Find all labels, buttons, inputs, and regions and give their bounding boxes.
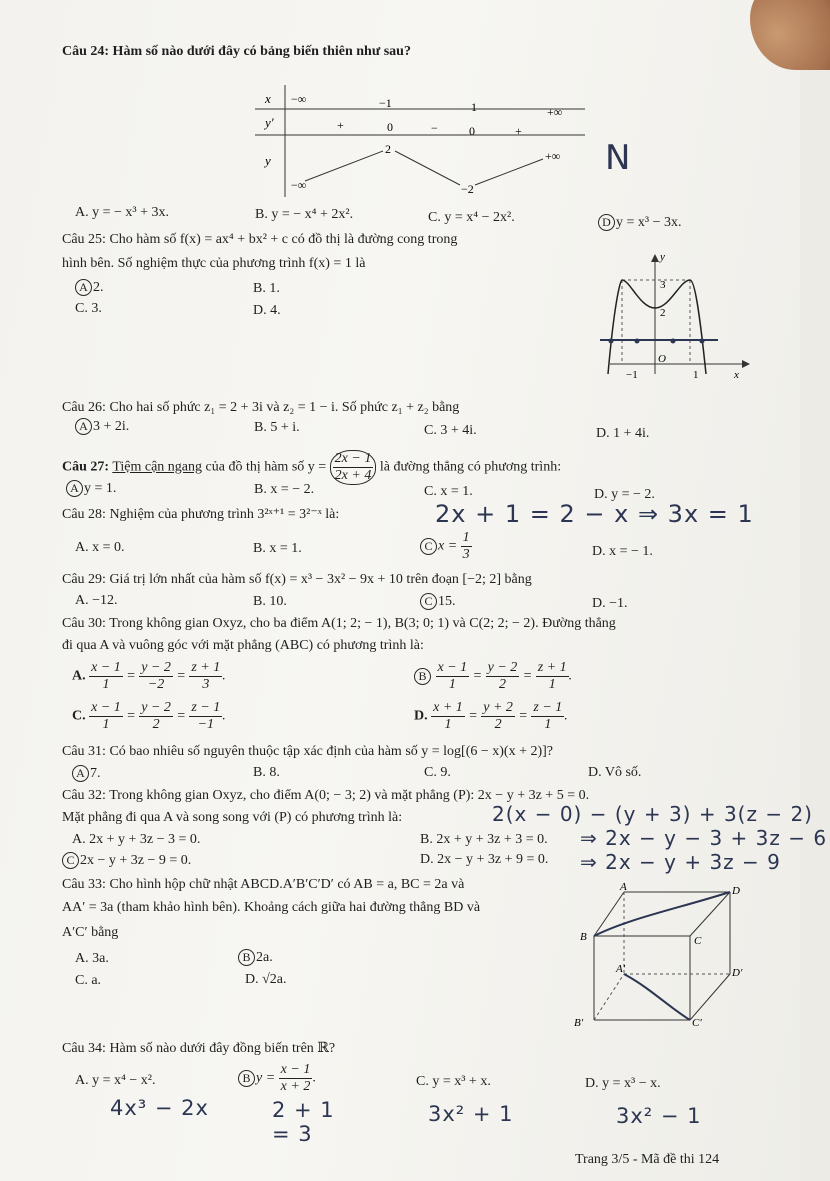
q27-option-a[interactable]: A y = 1. [66, 480, 116, 497]
q28-option-d[interactable]: D. x = − 1. [592, 544, 653, 559]
box-label-c: C [694, 935, 702, 947]
box-label-a1: A′ [616, 963, 626, 975]
q30-answer-circle: B [414, 668, 431, 685]
q29-option-b[interactable]: B. 10. [253, 594, 287, 609]
box-label-d1: D′ [732, 967, 743, 979]
q33-answer-circle: B [238, 949, 255, 966]
q34-option-a[interactable]: A. y = x⁴ − x². [75, 1073, 156, 1088]
box-label-b: B [580, 931, 587, 943]
q34-stem: Câu 34: Hàm số nào dưới đây đồng biến trên ℝ? [62, 1041, 336, 1056]
table-yp-zero-1: 0 [387, 120, 393, 134]
graph-y-2: 2 [660, 307, 666, 319]
q34-option-b[interactable]: B y = $\frac{x - 1}{x + 2}$ . [238, 1062, 316, 1095]
q33-option-b[interactable]: B 2a. [238, 949, 273, 966]
box-label-c1: C′ [692, 1017, 702, 1029]
q29-option-c[interactable]: C 15. [420, 593, 456, 610]
q26-answer-circle: A [75, 418, 92, 435]
q27-stem: Câu 27: Tiệm cận ngang của đồ thị hàm số y = $\frac{2x - 1}{2x + 4}$ là đường thẳng có phương trình: [62, 451, 562, 483]
q27-option-c[interactable]: C. x = 1. [424, 484, 473, 499]
q24-stem: Câu 24: Hàm số nào dưới đây có bảng biến thiên như sau? [62, 44, 411, 59]
q34-handwritten-d: 3x² − 1 [616, 1104, 702, 1128]
table-x-m1: −1 [379, 96, 392, 110]
q26-option-c[interactable]: C. 3 + 4i. [424, 423, 477, 438]
q31-stem: Câu 31: Có bao nhiêu số nguyên thuộc tập xác định của hàm số y = log[(6 − x)(x + 2)]? [62, 744, 554, 759]
table-yp-plus-2: + [515, 124, 522, 138]
q25-stem-1: Câu 25: Cho hàm số f(x) = ax⁴ + bx² + c có đồ thị là đường cong trong [62, 232, 458, 247]
q30-option-b[interactable]: B $\frac{x - 1}{1}$ = $\frac{y - 2}{2}$ = $\frac{z + 1}{1}$ . [414, 660, 572, 693]
q34-answer-circle: B [238, 1070, 255, 1087]
q25-graph [600, 246, 750, 386]
q30-option-d[interactable]: D. $\frac{x + 1}{1}$ = $\frac{y + 2}{2}$ = $\frac{z - 1}{1}$ . [414, 700, 568, 732]
q30-stem-1: Câu 30: Trong không gian Oxyz, cho ba điểm A(1; 2; − 1), B(3; 0; 1) và C(2; 2; − 2). Đường thẳng [62, 616, 616, 631]
q27-fraction: $\frac{2x - 1}{2x + 4}$ [330, 450, 377, 485]
q31-option-a[interactable]: A 7. [72, 765, 101, 782]
q30-option-a[interactable]: A. $\frac{x - 1}{1}$ = $\frac{y - 2}{-2}$ = $\frac{z + 1}{3}$ . [72, 660, 226, 692]
q25-option-c[interactable]: C. 3. [75, 301, 102, 316]
box-label-d: D [732, 885, 740, 897]
q28-handwritten-work: 2x + 1 = 2 − x ⇒ 3x = 1 [435, 500, 754, 528]
q24-option-b[interactable]: B. y = − x⁴ + 2x². [255, 207, 354, 222]
q32-option-b[interactable]: B. 2x + y + 3z + 3 = 0. [420, 832, 548, 847]
q24-option-d[interactable]: D y = x³ − 3x. [598, 214, 682, 231]
q31-option-b[interactable]: B. 8. [253, 765, 280, 780]
q32-stem-1: Câu 32: Trong không gian Oxyz, cho điểm A(0; − 3; 2) và mặt phẳng (P): 2x − y + 3z + 5 = 0. [62, 788, 590, 803]
q26-option-b[interactable]: B. 5 + i. [254, 420, 300, 435]
q34-handwritten-a: 4x³ − 2x [110, 1096, 209, 1120]
graph-x-label: x [734, 369, 739, 381]
q30-option-c[interactable]: C. $\frac{x - 1}{1}$ = $\frac{y - 2}{2}$ = $\frac{z - 1}{-1}$ . [72, 700, 226, 732]
q32-handwritten-2: ⇒ 2x − y − 3 + 3z − 6 [580, 826, 828, 850]
q34-option-d[interactable]: D. y = x³ − x. [585, 1076, 661, 1091]
q33-box-figure [570, 878, 750, 1038]
table-x-1: 1 [471, 100, 477, 114]
q27-option-b[interactable]: B. x = − 2. [254, 482, 315, 497]
table-y-neg-inf: −∞ [291, 178, 307, 192]
box-label-b1: B′ [574, 1017, 584, 1029]
q33-option-c[interactable]: C. a. [75, 973, 102, 988]
q34-handwritten-b1: 2 + 1 [272, 1098, 335, 1122]
q24-answer-circle: D [598, 214, 615, 231]
q24-option-a[interactable]: A. y = − x³ + 3x. [75, 205, 169, 220]
q29-option-d[interactable]: D. −1. [592, 596, 628, 611]
q32-handwritten-3: ⇒ 2x − y + 3z − 9 [580, 850, 781, 874]
table-x-label: x [265, 91, 271, 106]
q29-answer-circle: C [420, 593, 437, 610]
box-label-a: A [620, 881, 627, 893]
q29-stem: Câu 29: Giá trị lớn nhất của hàm số f(x) = x³ − 3x² − 9x + 10 trên đoạn [−2; 2] bằng [62, 572, 532, 587]
graph-origin: O [658, 353, 666, 365]
q27-underlined-term: Tiệm cận ngang [112, 459, 203, 475]
q25-stem-2: hình bên. Số nghiệm thực của phương trình f(x) = 1 là [62, 256, 366, 271]
q34-handwritten-c: 3x² + 1 [428, 1102, 514, 1126]
table-x-neg-inf: −∞ [291, 92, 307, 106]
q26-option-a[interactable]: A 3 + 2i. [75, 418, 129, 435]
q33-stem-2: AA′ = 3a (tham khảo hình bên). Khoảng cách giữa hai đường thẳng BD và [62, 900, 481, 915]
graph-x-m1: −1 [626, 369, 638, 381]
q32-handwritten-1: 2(x − 0) − (y + 3) + 3(z − 2) [492, 802, 813, 826]
q25-option-b[interactable]: B. 1. [253, 281, 280, 296]
q32-answer-circle: C [62, 852, 79, 869]
q27-option-d[interactable]: D. y = − 2. [594, 487, 655, 502]
q33-stem-3: A′C′ bằng [62, 925, 119, 940]
q28-stem: Câu 28: Nghiệm của phương trình 3²ˣ⁺¹ = 3²⁻ˣ là: [62, 507, 340, 522]
table-y-pos-inf: +∞ [545, 149, 561, 163]
q28-option-c[interactable]: C x = $\frac{1}{3}$ [420, 530, 472, 563]
table-y-label: y [265, 153, 271, 168]
q33-stem-1: Câu 33: Cho hình hộp chữ nhật ABCD.A′B′C′D′ có AB = a, BC = 2a và [62, 877, 465, 892]
q25-answer-circle: A [75, 279, 92, 296]
q28-option-b[interactable]: B. x = 1. [253, 541, 302, 556]
q24-variation-table [255, 85, 585, 197]
q33-option-d[interactable]: D. √2a. [245, 972, 287, 987]
q24-handwritten-sketch: N [605, 138, 632, 178]
q31-answer-circle: A [72, 765, 89, 782]
q32-option-c[interactable]: C 2x − y + 3z − 9 = 0. [62, 852, 191, 869]
graph-y-3: 3 [660, 279, 666, 291]
q33-option-a[interactable]: A. 3a. [75, 951, 109, 966]
q32-option-d[interactable]: D. 2x − y + 3z + 9 = 0. [420, 852, 549, 867]
q26-stem: Câu 26: Cho hai số phức z₁ = 2 + 3i và z₂ = 1 − i. Số phức z₁ + z₂ bằng [62, 400, 460, 415]
q31-option-c[interactable]: C. 9. [424, 765, 451, 780]
q26-option-d[interactable]: D. 1 + 4i. [596, 426, 650, 441]
table-yp-label: y′ [265, 115, 274, 130]
q30-stem-2: đi qua A và vuông góc với mặt phẳng (ABC) có phương trình là: [62, 638, 424, 653]
q32-option-a[interactable]: A. 2x + y + 3z − 3 = 0. [72, 832, 201, 847]
graph-y-label: y [660, 251, 665, 263]
graph-x-1: 1 [693, 369, 699, 381]
page-footer: Trang 3/5 - Mã đề thi 124 [575, 1152, 720, 1167]
q25-option-a[interactable]: A 2. [75, 279, 104, 296]
table-y-2: 2 [385, 142, 391, 156]
table-y-m2: −2 [461, 182, 474, 196]
table-yp-zero-2: 0 [469, 124, 475, 138]
q31-option-d[interactable]: D. Vô số. [588, 765, 642, 780]
q27-answer-circle: A [66, 480, 83, 497]
q29-option-a[interactable]: A. −12. [75, 593, 118, 608]
table-yp-plus-1: + [337, 118, 344, 132]
q28-option-a[interactable]: A. x = 0. [75, 540, 125, 555]
q32-stem-2: Mặt phẳng đi qua A và song song với (P) có phương trình là: [62, 810, 403, 825]
q34-handwritten-b2: = 3 [272, 1122, 313, 1146]
table-x-pos-inf: +∞ [547, 105, 563, 119]
q34-option-c[interactable]: C. y = x³ + x. [416, 1074, 491, 1089]
q24-option-c[interactable]: C. y = x⁴ − 2x². [428, 210, 515, 225]
table-yp-minus: − [431, 121, 438, 135]
q25-option-d[interactable]: D. 4. [253, 303, 281, 318]
q28-answer-circle: C [420, 538, 437, 555]
